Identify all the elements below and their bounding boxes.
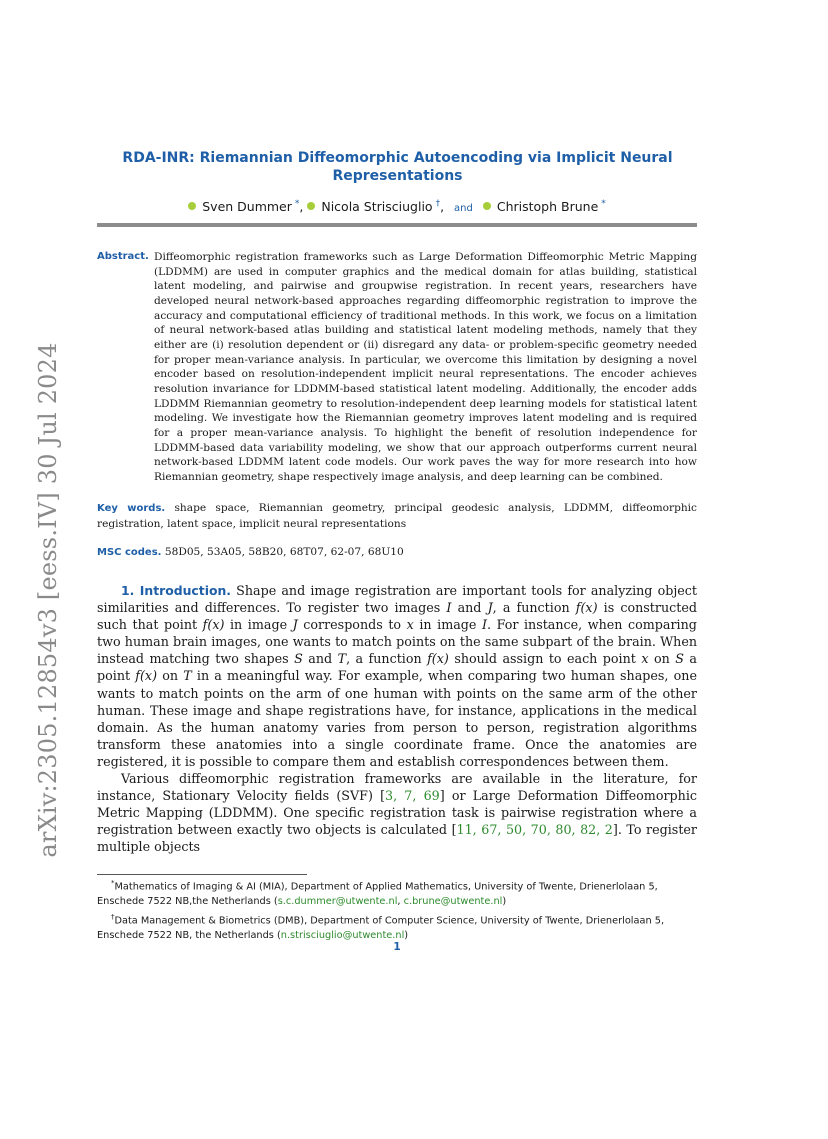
email-link[interactable]: n.strisciuglio@utwente.nl (280, 930, 405, 942)
body-text: is constructed such that point (97, 600, 697, 633)
footnote-mark: † (111, 912, 115, 921)
body-text: on (162, 668, 179, 684)
footnote-text: , (397, 896, 404, 908)
math-symbol: T (337, 651, 347, 667)
body-text: corresponds to (303, 617, 402, 633)
page-number: 1 (393, 941, 401, 953)
author-1[interactable] (188, 199, 299, 214)
orcid-icon[interactable] (188, 202, 196, 210)
math-symbol: x (641, 651, 649, 667)
author-name: Sven Dummer (202, 199, 292, 215)
author-2[interactable] (307, 199, 440, 214)
author-name: Christoph Brune (496, 199, 599, 215)
email-link[interactable]: c.brune@utwente.nl (403, 896, 503, 908)
msc-text: 58D05, 53A05, 58B20, 68T07, 62-07, 68U10 (164, 546, 404, 558)
math-symbol: J (487, 600, 493, 616)
footnote-1 (97, 876, 697, 910)
author-and: and (454, 203, 473, 215)
affiliation-mark[interactable]: * (294, 199, 300, 209)
orcid-icon[interactable] (483, 202, 491, 210)
body-text: in a meaningful way. For example, when comparing two human shapes, one wants to match points on the arm of one human with points on the same arm of the other human. These image and shape registrations have, for instance, applications in the medical domain. As the human anatomy varies from person to person, registration algorithms transform these anatomies into a single coordinate frame. Once the anatomies are registered, it is possible to compare them and establish correspondences between them. (97, 668, 697, 769)
abstract-block (97, 249, 697, 485)
footnote-divider (97, 874, 307, 875)
title-divider (97, 223, 697, 227)
footnotes (97, 876, 697, 943)
paper-title: RDA-INR: Riemannian Diffeomorphic Autoencoding via Implicit Neural Representations (122, 150, 673, 184)
msc-codes-block (97, 545, 697, 561)
body-text: a point (97, 651, 697, 684)
intro-paragraph-1 (97, 582, 697, 770)
citation-link[interactable]: 11, 67, 50, 70, 80, 82, 2 (456, 822, 613, 838)
math-symbol: f(x) (202, 617, 225, 633)
math-symbol: S (294, 651, 303, 667)
math-symbol: f(x) (135, 668, 158, 684)
footnote-text: ) (502, 896, 507, 908)
affiliation-mark[interactable]: * (601, 199, 606, 209)
msc-label: MSC codes. (97, 547, 162, 558)
footnote-mark: * (111, 879, 115, 887)
footnote-2 (97, 910, 697, 944)
author-separator: , (299, 199, 304, 215)
body-text: in image (230, 617, 288, 633)
body-text: on (653, 651, 670, 667)
citation-link[interactable]: 3, 7, 69 (385, 788, 440, 804)
body-text: ] or Large Deformation Diffeomorphic Metric Mapping (LDDMM). One specific registration task is pairwise registration where a registration between exactly two objects is calculated [ (97, 788, 697, 838)
orcid-icon[interactable] (307, 202, 315, 210)
body-text: in image (419, 617, 477, 633)
body-text: Shape and image registration are important tools for analyzing object similarities and differences. To register two images (97, 583, 697, 616)
abstract-label: Abstract. (97, 251, 149, 262)
math-symbol: x (406, 617, 414, 633)
math-symbol: J (292, 617, 298, 633)
keywords-text: shape space, Riemannian geometry, principal geodesic analysis, LDDMM, diffeomorphic registration, latent space, implicit neural representations (97, 502, 697, 530)
math-symbol: I (481, 617, 487, 633)
keywords-label: Key words. (97, 503, 166, 514)
body-text: ]. To register multiple objects (97, 822, 697, 855)
math-symbol: f(x) (575, 600, 598, 616)
author-separator: , (440, 199, 445, 215)
body-text: Various diffeomorphic registration frameworks are available in the literature, for instance, Stationary Velocity fields (SVF) [ (97, 771, 697, 804)
math-symbol: S (675, 651, 684, 667)
section-heading: 1. Introduction. (121, 583, 231, 598)
body-text: and (457, 600, 482, 616)
introduction-section (97, 582, 697, 856)
body-text: , a function (346, 651, 422, 667)
author-list (95, 199, 699, 214)
math-symbol: f(x) (427, 651, 449, 667)
body-text: , a function (492, 600, 570, 616)
arxiv-identifier-stamp: arXiv:2305.12854v3 [eess.IV] 30 Jul 2024 (34, 342, 62, 858)
author-name: Nicola Strisciuglio (321, 199, 433, 215)
abstract-text: Diffeomorphic registration frameworks such as Large Deformation Diffeomorphic Metric Mapping (LDDMM) are used in computer graphics and the medical domain for atlas building, statistical latent modeling, and pairwise and groupwise registration. In recent years, researchers have developed neural network-based approaches regarding diffeomorphic registration to improve the accuracy and computational efficiency of traditional methods. In this work, we focus on a limitation of neural network-based atlas building and statistical latent modeling methods, namely that they either are (i) resolution dependent or (ii) disregard any data- or problem-specific geometry needed for proper mean-variance analysis. In particular, we overcome this limitation by designing a novel encoder based on resolution-independent implicit neural representations. The encoder achieves resolution invariance for LDDMM-based statistical latent modeling. Additionally, the encoder adds LDDMM Riemannian geometry to resolution-independent deep learning models for statistical latent modeling. We investigate how the Riemannian geometry improves latent modeling and is required for a proper mean-variance analysis. To highlight the benefit of resolution independence for LDDMM-based data variability modeling, we show that our approach outperforms current neural network-based LDDMM latent code models. Our work paves the way for more research into how Riemannian geometry, shape respectively image analysis, and deep learning can be combined. (154, 251, 697, 483)
affiliation-mark[interactable]: † (435, 199, 441, 209)
footnote-text: Data Management & Biometrics (DMB), Department of Computer Science, University of Twente, Drienerlolaan 5, Enschede 7522 NB, the Netherlands ( (97, 914, 665, 942)
body-text: . For instance, when comparing two human brain images, one wants to match points on the same subpart of the brain. When instead matching two shapes (97, 617, 697, 667)
author-3[interactable] (483, 199, 606, 214)
footnote-text: ) (404, 930, 409, 942)
email-link[interactable]: s.c.dummer@utwente.nl (277, 896, 398, 908)
intro-paragraph-2 (97, 770, 697, 855)
footnote-text: Mathematics of Imaging & AI (MIA), Department of Applied Mathematics, University of Twente, Drienerlolaan 5, Enschede 7522 NB,the Netherlands ( (97, 881, 658, 908)
math-symbol: I (446, 600, 452, 616)
math-symbol: T (183, 668, 192, 684)
body-text: and (308, 651, 333, 667)
keywords-block (97, 501, 697, 531)
body-text: should assign to each point (454, 651, 636, 667)
